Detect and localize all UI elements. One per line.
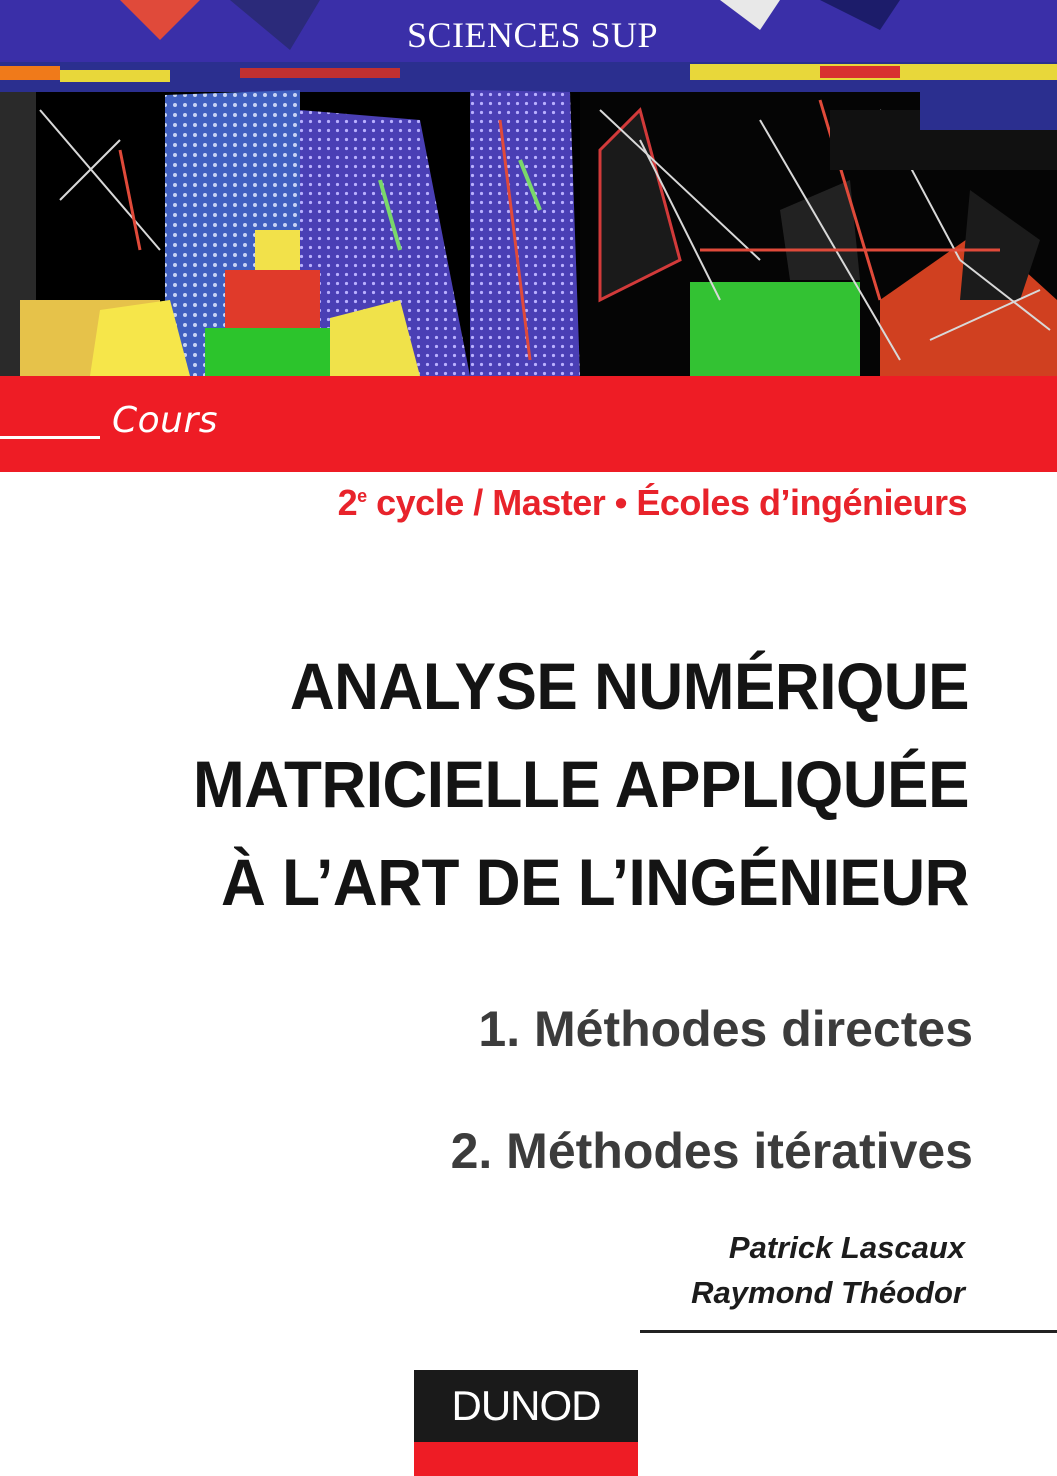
volume-1-title: 1. Méthodes directes [478,1001,973,1057]
abstract-art-illustration [0,0,1057,376]
level-superscript: e [357,486,367,506]
volume-2-title: 2. Méthodes itératives [450,1123,973,1179]
level-prefix: 2 [337,482,358,523]
series-label: SCIENCES SUP [406,15,659,55]
publisher-name: DUNOD [414,1370,638,1442]
collection-band [0,376,1057,472]
education-level [338,482,967,524]
book-title [67,637,969,931]
author-name: Raymond Théodor [691,1275,965,1310]
title-line: ANALYSE NUMÉRIQUE [289,649,969,723]
author-divider [640,1330,1057,1333]
collection-label: Cours [112,400,219,441]
level-rest: cycle / Master • Écoles d’ingénieurs [366,482,967,523]
publisher-logo [414,1370,638,1476]
collection-rule [0,436,100,439]
title-line: À L’ART DE L’INGÉNIEUR [221,845,970,919]
author-name: Patrick Lascaux [728,1230,965,1265]
title-line: MATRICIELLE APPLIQUÉE [193,747,969,821]
cover-artwork [0,0,1057,376]
